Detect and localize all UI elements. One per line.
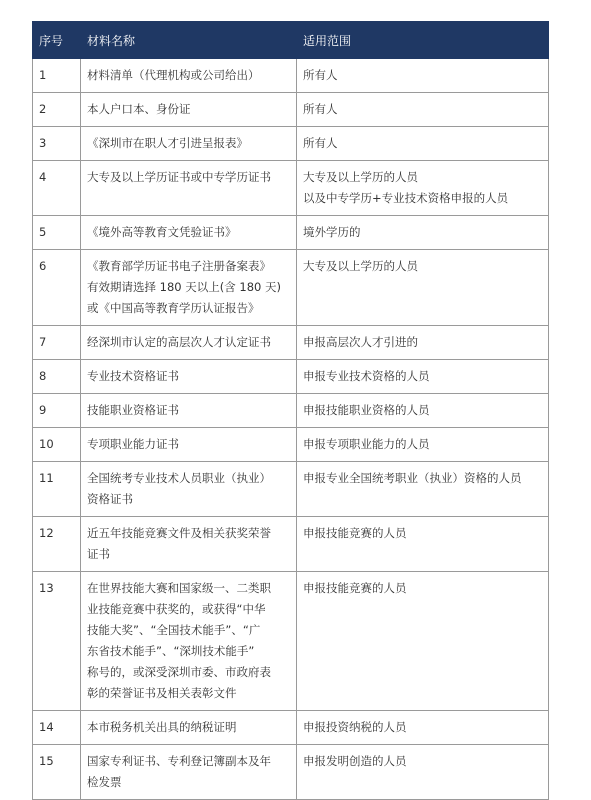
scope-cell — [297, 250, 549, 326]
table-row — [33, 59, 549, 93]
row-number: 2 — [33, 93, 81, 127]
row-number: 5 — [33, 216, 81, 250]
scope-line: 所有人 — [303, 136, 338, 150]
material-name-cell — [81, 572, 297, 711]
material-name-line: 全国统考专业技术人员职业（执业） — [87, 471, 271, 485]
material-name-cell — [81, 360, 297, 394]
material-name-cell — [81, 161, 297, 216]
table-body — [33, 59, 549, 800]
row-number: 9 — [33, 394, 81, 428]
row-number: 4 — [33, 161, 81, 216]
material-name-line: 经深圳市认定的高层次人才认定证书 — [87, 335, 271, 349]
scope-cell — [297, 394, 549, 428]
scope-cell — [297, 326, 549, 360]
scope-cell — [297, 711, 549, 745]
table-row — [33, 745, 549, 800]
row-number: 12 — [33, 517, 81, 572]
material-name-line: 专项职业能力证书 — [87, 437, 179, 451]
row-number: 8 — [33, 360, 81, 394]
header-number: 序号 — [33, 22, 81, 59]
scope-cell — [297, 216, 549, 250]
material-name-line: 国家专利证书、专利登记簿副本及年 — [87, 754, 271, 768]
row-number: 3 — [33, 127, 81, 161]
material-name-line: 专业技术资格证书 — [87, 369, 179, 383]
scope-line: 申报专业技术资格的人员 — [303, 369, 430, 383]
scope-line: 所有人 — [303, 68, 338, 82]
material-name-line: 有效期请选择 180 天以上(含 180 天) — [87, 280, 281, 294]
header-scope: 适用范围 — [297, 22, 549, 59]
material-name-line: 东省技术能手”、“深圳技术能手” — [87, 644, 255, 658]
scope-cell — [297, 572, 549, 711]
scope-line: 所有人 — [303, 102, 338, 116]
row-number: 10 — [33, 428, 81, 462]
materials-table — [32, 21, 549, 800]
material-name-cell — [81, 711, 297, 745]
material-name-line: 资格证书 — [87, 492, 133, 506]
scope-cell — [297, 745, 549, 800]
table-row — [33, 216, 549, 250]
scope-cell — [297, 517, 549, 572]
scope-line: 申报技能职业资格的人员 — [303, 403, 430, 417]
row-number: 6 — [33, 250, 81, 326]
material-name-line: 技能职业资格证书 — [87, 403, 179, 417]
scope-line: 申报投资纳税的人员 — [303, 720, 407, 734]
scope-cell — [297, 127, 549, 161]
material-name-line: 或《中国高等教育学历认证报告》 — [87, 301, 260, 315]
table-row — [33, 572, 549, 711]
row-number: 11 — [33, 462, 81, 517]
material-name-line: 彰的荣誉证书及相关表彰文件 — [87, 686, 237, 700]
scope-line: 申报高层次人才引进的 — [303, 335, 418, 349]
material-name-cell — [81, 517, 297, 572]
table-row — [33, 462, 549, 517]
table-row — [33, 326, 549, 360]
scope-line: 申报技能竞赛的人员 — [303, 526, 407, 540]
scope-line: 申报专项职业能力的人员 — [303, 437, 430, 451]
table-row — [33, 127, 549, 161]
material-name-line: 《境外高等教育文凭验证书》 — [87, 225, 237, 239]
scope-cell — [297, 360, 549, 394]
material-name-line: 证书 — [87, 547, 110, 561]
table-row — [33, 161, 549, 216]
material-name-line: 《教育部学历证书电子注册备案表》 — [87, 259, 271, 273]
material-name-cell — [81, 250, 297, 326]
material-name-cell — [81, 216, 297, 250]
material-name-line: 在世界技能大赛和国家级一、二类职 — [87, 581, 271, 595]
scope-cell — [297, 93, 549, 127]
table-row — [33, 517, 549, 572]
material-name-line: 本市税务机关出具的纳税证明 — [87, 720, 237, 734]
row-number: 7 — [33, 326, 81, 360]
material-name-line: 近五年技能竞赛文件及相关获奖荣誉 — [87, 526, 271, 540]
scope-line: 申报专业全国统考职业（执业）资格的人员 — [303, 471, 522, 485]
table-row — [33, 250, 549, 326]
table-row — [33, 360, 549, 394]
scope-cell — [297, 161, 549, 216]
scope-cell — [297, 59, 549, 93]
material-name-line: 本人户口本、身份证 — [87, 102, 191, 116]
scope-line: 申报发明创造的人员 — [303, 754, 407, 768]
material-name-line: 大专及以上学历证书或中专学历证书 — [87, 170, 271, 184]
material-name-cell — [81, 428, 297, 462]
material-name-cell — [81, 462, 297, 517]
scope-line: 以及中专学历+专业技术资格申报的人员 — [303, 191, 509, 205]
row-number: 1 — [33, 59, 81, 93]
material-name-cell — [81, 394, 297, 428]
material-name-line: 业技能竞赛中获奖的，或获得“中华 — [87, 602, 266, 616]
material-name-cell — [81, 93, 297, 127]
table-row — [33, 394, 549, 428]
scope-line: 大专及以上学历的人员 — [303, 170, 418, 184]
scope-line: 境外学历的 — [303, 225, 361, 239]
material-name-cell — [81, 59, 297, 93]
materials-table-container — [32, 21, 548, 800]
header-material-name: 材料名称 — [81, 22, 297, 59]
row-number: 14 — [33, 711, 81, 745]
scope-line: 申报技能竞赛的人员 — [303, 581, 407, 595]
table-header-row — [33, 22, 549, 59]
material-name-line: 材料清单（代理机构或公司给出） — [87, 68, 260, 82]
material-name-line: 称号的，或深受深圳市委、市政府表 — [87, 665, 271, 679]
material-name-cell — [81, 326, 297, 360]
table-row — [33, 93, 549, 127]
material-name-line: 检发票 — [87, 775, 122, 789]
table-row — [33, 428, 549, 462]
scope-cell — [297, 462, 549, 517]
scope-cell — [297, 428, 549, 462]
table-row — [33, 711, 549, 745]
material-name-line: 《深圳市在职人才引进呈报表》 — [87, 136, 248, 150]
row-number: 15 — [33, 745, 81, 800]
material-name-line: 技能大奖”、“全国技术能手”、“广 — [87, 623, 261, 637]
scope-line: 大专及以上学历的人员 — [303, 259, 418, 273]
row-number: 13 — [33, 572, 81, 711]
material-name-cell — [81, 745, 297, 800]
material-name-cell — [81, 127, 297, 161]
